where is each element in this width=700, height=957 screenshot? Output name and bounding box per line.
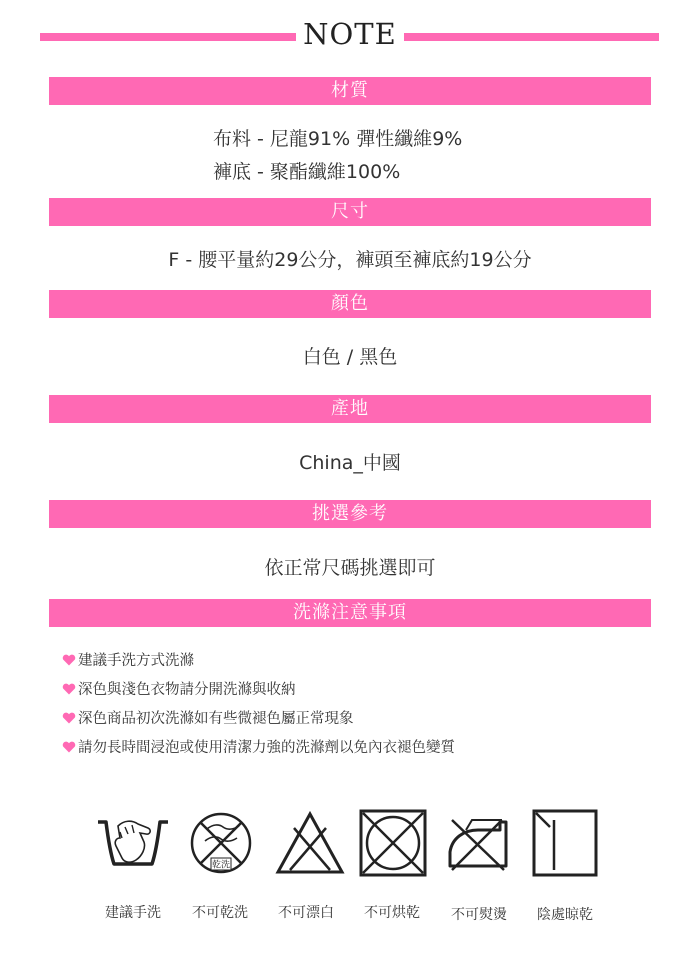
no-bleach-icon — [270, 808, 352, 878]
title-divider-right — [404, 33, 659, 41]
list-item-text: 建議手洗方式洗滌 — [78, 653, 194, 669]
list-item — [62, 674, 455, 703]
list-item-text: 深色與淺色衣物請分開洗滌與收納 — [78, 682, 296, 698]
heart-icon — [62, 683, 76, 695]
section-header-size: 尺寸 — [49, 198, 651, 226]
section-header-washing: 洗滌注意事項 — [49, 599, 651, 627]
list-item-text: 深色商品初次洗滌如有些微褪色屬正常現象 — [78, 711, 354, 727]
washing-notes-list — [62, 645, 455, 761]
care-label-no-iron: 不可熨燙 — [451, 907, 507, 923]
care-label-hand-wash: 建議手洗 — [105, 905, 161, 921]
section-header-material: 材質 — [49, 77, 651, 105]
material-fabric-line: 布料 - 尼龍91% 彈性纖維9% — [213, 128, 463, 150]
section-header-selection: 挑選參考 — [49, 500, 651, 528]
section-header-color: 顏色 — [49, 290, 651, 318]
origin-line: China_中國 — [299, 452, 401, 474]
list-item — [62, 703, 455, 732]
list-item — [62, 645, 455, 674]
no-dry-clean-icon — [183, 808, 265, 878]
size-line: F - 腰平量約29公分，褲頭至褲底約19公分 — [168, 249, 532, 271]
shade-dry-icon — [530, 808, 612, 878]
color-line: 白色 / 黑色 — [302, 346, 398, 368]
selection-line: 依正常尺碼挑選即可 — [264, 557, 436, 579]
care-label-no-dry-clean: 不可乾洗 — [192, 905, 248, 921]
heart-icon — [62, 741, 76, 753]
heart-icon — [62, 712, 76, 724]
list-item-text: 請勿長時間浸泡或使用清潔力強的洗滌劑以免內衣褪色變質 — [78, 740, 455, 756]
dry-clean-inner-label: 乾洗 — [211, 860, 231, 871]
care-label-no-tumble-dry: 不可烘乾 — [364, 905, 420, 921]
no-iron-icon — [444, 808, 526, 878]
care-label-no-bleach: 不可漂白 — [278, 905, 334, 921]
no-tumble-dry-icon — [357, 808, 439, 878]
page-title: NOTE — [303, 17, 397, 51]
care-label-shade-dry: 陰處晾乾 — [537, 907, 593, 923]
hand-wash-icon — [92, 808, 174, 878]
heart-icon — [62, 654, 76, 666]
section-header-origin: 產地 — [49, 395, 651, 423]
title-divider-left — [40, 33, 296, 41]
material-lining-line: 褲底 - 聚酯纖維100% — [213, 161, 401, 183]
list-item — [62, 732, 455, 761]
note-header — [0, 0, 700, 76]
